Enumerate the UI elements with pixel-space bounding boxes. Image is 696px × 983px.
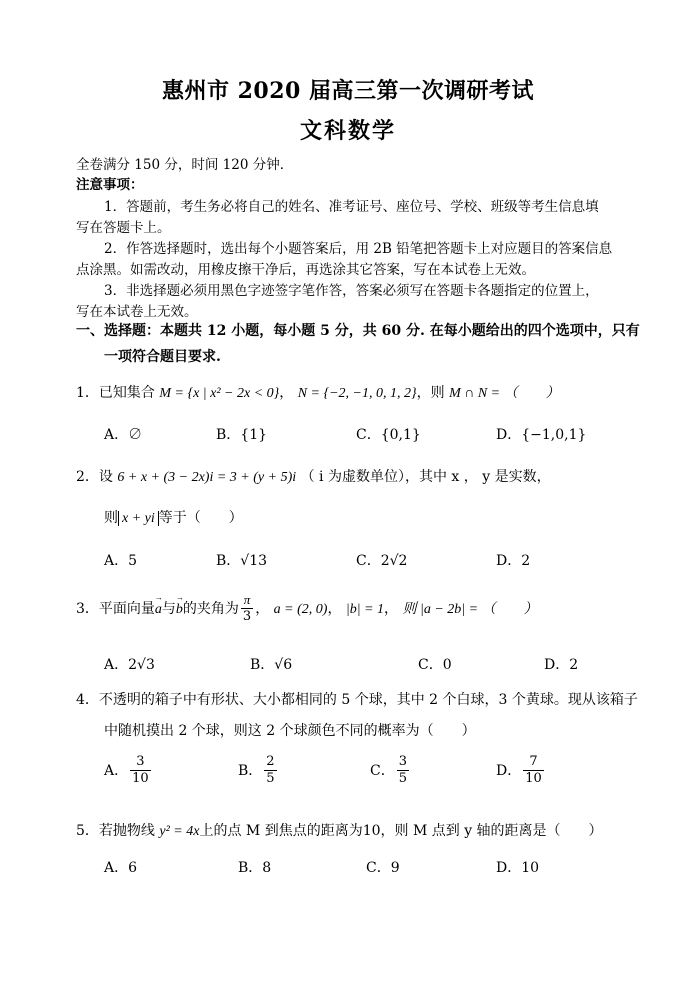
section-heading-line-2: 一项符合题目要求. (104, 349, 221, 365)
exam-title: 惠州市 2020 届高三第一次调研考试 (161, 78, 535, 104)
q1-set-m: M = {x | x² − 2x < 0} (159, 386, 280, 401)
note-2-line-1: 2．作答选择题时，选出每个小题答案后，用 2B 铅笔把答题卡上对应题目的答案信息 (104, 241, 613, 257)
q3-option-b: B．√6 (250, 657, 293, 673)
note-2-line-2: 点涂黑。如需改动，用橡皮擦干净后，再选涂其它答案，写在本试卷上无效。 (76, 262, 535, 278)
q2-line2-prefix: 则 (104, 510, 118, 526)
question-4-line-2: 中随机摸出 2 个球，则这 2 个球颜色不同的概率为（ ） (104, 723, 476, 739)
q3-option-c: C．0 (418, 657, 452, 673)
q2-prefix: 2．设 (76, 469, 113, 485)
q2-option-d: D．2 (496, 553, 531, 569)
question-1: 1．已知集合 M = {x | x² − 2x < 0}， N = {−2, −1, 0, 1, 2}，则 M ∩ N = （ ） (76, 385, 560, 401)
q3-a-value: a = (2, 0) (273, 601, 328, 617)
question-5 (76, 820, 603, 840)
q5-option-c: C．9 (366, 860, 400, 876)
section-heading-line-1: 一、选择题：本题共 12 小题，每小题 5 分，共 60 分. 在每小题给出的四个选项中，只有 (76, 323, 640, 339)
q5-option-b: B．8 (238, 860, 272, 876)
q2-option-c: C．2√2 (356, 553, 408, 569)
q4-option-b: B． $\frac{2}{5}$ (238, 754, 275, 787)
question-2-line-2 (104, 507, 243, 527)
q3-prefix: 3．平面向量 (76, 600, 155, 617)
q2-line2-expr: x + yi (118, 511, 159, 526)
q1-prefix: 1．已知集合 (76, 385, 155, 401)
score-line: 全卷满分 150 分，时间 120 分钟． (76, 157, 294, 173)
q3-mid: 的夹角为 (182, 600, 239, 617)
q5-prefix: 5．若抛物线 (76, 823, 155, 839)
q2-equation: 6 + x + (3 − 2x)i = 3 + (y + 5)i (117, 470, 297, 485)
q1-option-a: A．∅ (104, 427, 143, 443)
q5-option-a: A．6 (104, 860, 138, 876)
q5-equation: y² = 4x (159, 824, 200, 839)
q1-option-d: D．{−1,0,1} (496, 427, 587, 443)
note-3-line-1: 3．非选择题必须用黑色字迹签字笔作答，答案必须写在答题卡各题指定的位置上， (104, 283, 599, 299)
q1-option-b: B．{1} (216, 427, 268, 443)
notice-title: 注意事项： (76, 177, 144, 193)
q1-ask: M ∩ N = （ ） (449, 386, 560, 401)
q2-option-a: A．5 (104, 553, 138, 569)
q3-angle-fraction: $\frac{\pi}{3}$ (242, 592, 252, 625)
exam-subtitle: 文科数学 (299, 118, 396, 144)
q4-option-c: C． $\frac{3}{5}$ (370, 754, 407, 787)
q4-option-a: A． $\frac{3}{10}$ (104, 754, 149, 787)
q3-b-value: |b| = 1 (345, 601, 385, 617)
q3-option-a: A．2√3 (104, 657, 155, 673)
question-4-line-1: 4．不透明的箱子中有形状、大小都相同的 5 个球，其中 2 个白球，3 个黄球。现从该箱子 (76, 692, 638, 708)
q3-ask: 则 |a − 2b| = （ ） (402, 601, 538, 617)
note-1-line-1: 1．答题前，考生务必将自己的姓名、准考证号、座位号、学校、班级等考生信息填 (104, 199, 599, 215)
q5-option-d: D．10 (496, 860, 540, 876)
note-3-line-2: 写在本试卷上无效。 (76, 304, 198, 320)
q5-mid: 上的点 M 到焦点的距离为10，则 M 点到 y 轴的距离是（ ） (199, 823, 603, 839)
question-2 (76, 466, 551, 486)
q4-option-d: D． $\frac{7}{10}$ (496, 754, 542, 787)
note-1-line-2: 写在答题卡上。 (76, 220, 171, 236)
q2-line2-suffix: 等于（ ） (158, 510, 243, 526)
q2-option-b: B．√13 (216, 553, 268, 569)
q3-option-d: D．2 (544, 657, 579, 673)
q1-set-n: N = {−2, −1, 0, 1, 2} (297, 386, 417, 401)
question-3: 3．平面向量→ a与→ b的夹角为 $\frac{\pi}{3}$ ， a = (2, 0)， |b| = 1， 则 |a − 2b| = （ ） (76, 592, 538, 626)
q2-note: （ i 为虚数单位），其中 x ， y 是实数， (300, 469, 551, 485)
q1-option-c: C．{0,1} (356, 427, 421, 443)
